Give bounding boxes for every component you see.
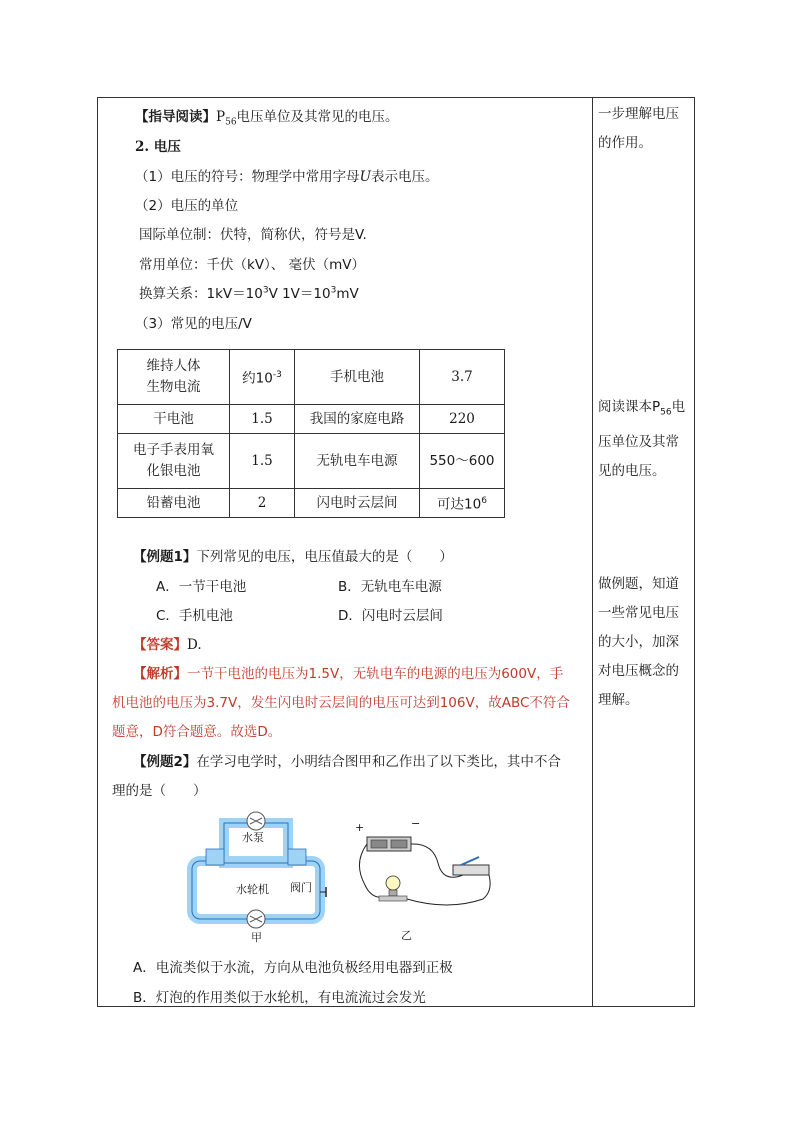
conv-c: mV [336, 286, 359, 302]
option-a: A．一节干电池 [156, 579, 247, 595]
side-line: 对电压概念的 [598, 663, 679, 679]
table-row [118, 434, 505, 489]
conv-b: V 1V＝10 [268, 286, 331, 302]
table-cell: 无轨电车电源 [295, 434, 420, 489]
table-cell: 1.5 [230, 434, 295, 489]
cell-text: 维持人体 [146, 358, 201, 374]
example1-tag: 【例题1】 [133, 549, 197, 565]
table-row [118, 489, 505, 518]
example2-option-a: A．电流类似于水流，方向从电池负极经用电器到正极 [133, 960, 453, 976]
conv-a: 换算关系：1kV＝10 [139, 286, 263, 302]
figure-yi-label: 乙 [401, 929, 412, 942]
side-line: 的大小，加深 [598, 634, 679, 650]
common-voltage-heading: （3）常见的电压/V [135, 316, 252, 332]
table-cell: 3.7 [420, 350, 505, 405]
voltage-table [117, 349, 505, 518]
valve-label: 阀门 [290, 881, 312, 894]
si-unit-line: 国际单位制：伏特，简称伏，符号是V. [139, 227, 367, 243]
side-line: 理解。 [598, 692, 639, 708]
example2-text: 在学习电学时，小明结合图甲和乙作出了以下类比，其中不合 [196, 754, 561, 770]
conversion-line [139, 282, 359, 302]
side-text: 阅读课本P [598, 399, 661, 415]
unit-heading: （2）电压的单位 [135, 198, 239, 214]
section-number: 2. [135, 139, 150, 155]
table-cell: 1.5 [230, 405, 295, 434]
side-note-3 [598, 570, 690, 715]
minus-label: − [411, 817, 421, 830]
page-prefix: P [216, 109, 226, 125]
page-number: 56 [225, 117, 237, 128]
explanation-text: 一节干电池的电压为1.5V，无轨电车的电源的电压为600V，手 [187, 666, 564, 682]
option-c: C．手机电池 [156, 608, 233, 624]
cell-text: 可达10 [437, 496, 482, 513]
example2-question [133, 750, 561, 770]
water-circuit-figure [186, 809, 346, 944]
conv-sup1: 3 [262, 285, 269, 296]
cell-sup: -3 [272, 369, 282, 380]
cell-text: 约10 [242, 370, 273, 387]
cell-sup: 6 [481, 495, 487, 506]
table-row [118, 405, 505, 434]
example1-text: 下列常见的电压，电压值最大的是（ ） [196, 549, 453, 565]
side-line: 一些常见电压 [598, 605, 679, 621]
example2-tag: 【例题2】 [133, 754, 197, 770]
option-d: D．闪电时云层间 [338, 608, 443, 624]
side-line [598, 393, 690, 428]
table-cell: 手机电池 [295, 350, 420, 405]
side-text: 电 [671, 399, 686, 415]
symbol-text: （1）电压的符号：物理学中常用字母 [135, 169, 360, 185]
table-row [118, 350, 505, 405]
reading-line [135, 105, 399, 128]
cell-text: 化银电池 [146, 463, 201, 479]
explanation-line2: 机电池的电压为3.7V，发生闪电时云层间的电压可达到106V，故ABC不符合 [112, 695, 570, 711]
side-line: 做例题，知道 [598, 576, 679, 592]
explanation-line1 [133, 662, 563, 682]
cell-text: 电子手表用氧 [133, 442, 214, 458]
table-cell: 2 [230, 489, 295, 518]
pump-label: 水泵 [242, 831, 264, 844]
side-line: 压单位及其常 [598, 433, 679, 450]
side-note-1 [598, 100, 690, 158]
common-units-line: 常用单位：千伏（kV）、 毫伏（mV） [139, 257, 365, 273]
symbol-text-end: 表示电压。 [370, 169, 439, 185]
table-cell: 干电池 [118, 405, 230, 434]
table-cell: 铅蓄电池 [118, 489, 230, 518]
plus-label: + [355, 821, 365, 834]
table-cell [230, 350, 295, 405]
example1-question [133, 545, 453, 565]
table-cell [118, 434, 230, 489]
cell-text: 生物电流 [146, 379, 201, 395]
table-cell [118, 350, 230, 405]
reading-tag: 【指导阅读】 [135, 109, 216, 125]
reading-text: 电压单位及其常见的电压。 [236, 109, 399, 125]
symbol-line [135, 165, 438, 185]
figure-jia-label: 甲 [251, 931, 262, 944]
answer-line [133, 633, 202, 653]
table-cell: 220 [420, 405, 505, 434]
side-line: 的作用。 [598, 135, 652, 151]
conv-sup2: 3 [330, 285, 337, 296]
table-cell: 闪电时云层间 [295, 489, 420, 518]
section-title: 电压 [153, 139, 181, 155]
example2-option-b: B．灯泡的作用类似于水轮机，有电流流过会发光 [133, 990, 426, 1006]
electric-circuit-figure [353, 817, 498, 942]
section-heading [135, 135, 181, 155]
option-b: B．无轨电车电源 [338, 579, 442, 595]
symbol-u: U [359, 169, 371, 185]
table-cell: 550～600 [420, 434, 505, 489]
explanation-tag: 【解析】 [133, 666, 187, 682]
answer-tag: 【答案】 [133, 637, 187, 653]
explanation-line3: 题意，D符合题意。故选D。 [112, 724, 282, 740]
turbine-label: 水轮机 [236, 883, 269, 896]
side-note-2 [598, 393, 690, 486]
side-line: 一步理解电压 [598, 106, 679, 122]
table-cell: 我国的家庭电路 [295, 405, 420, 434]
answer-value: D. [187, 637, 202, 653]
column-divider [592, 97, 593, 1007]
side-line: 见的电压。 [598, 462, 666, 479]
table-cell [420, 489, 505, 518]
example2-question-cont: 理的是（ ） [112, 783, 207, 799]
side-sub: 56 [660, 407, 672, 418]
